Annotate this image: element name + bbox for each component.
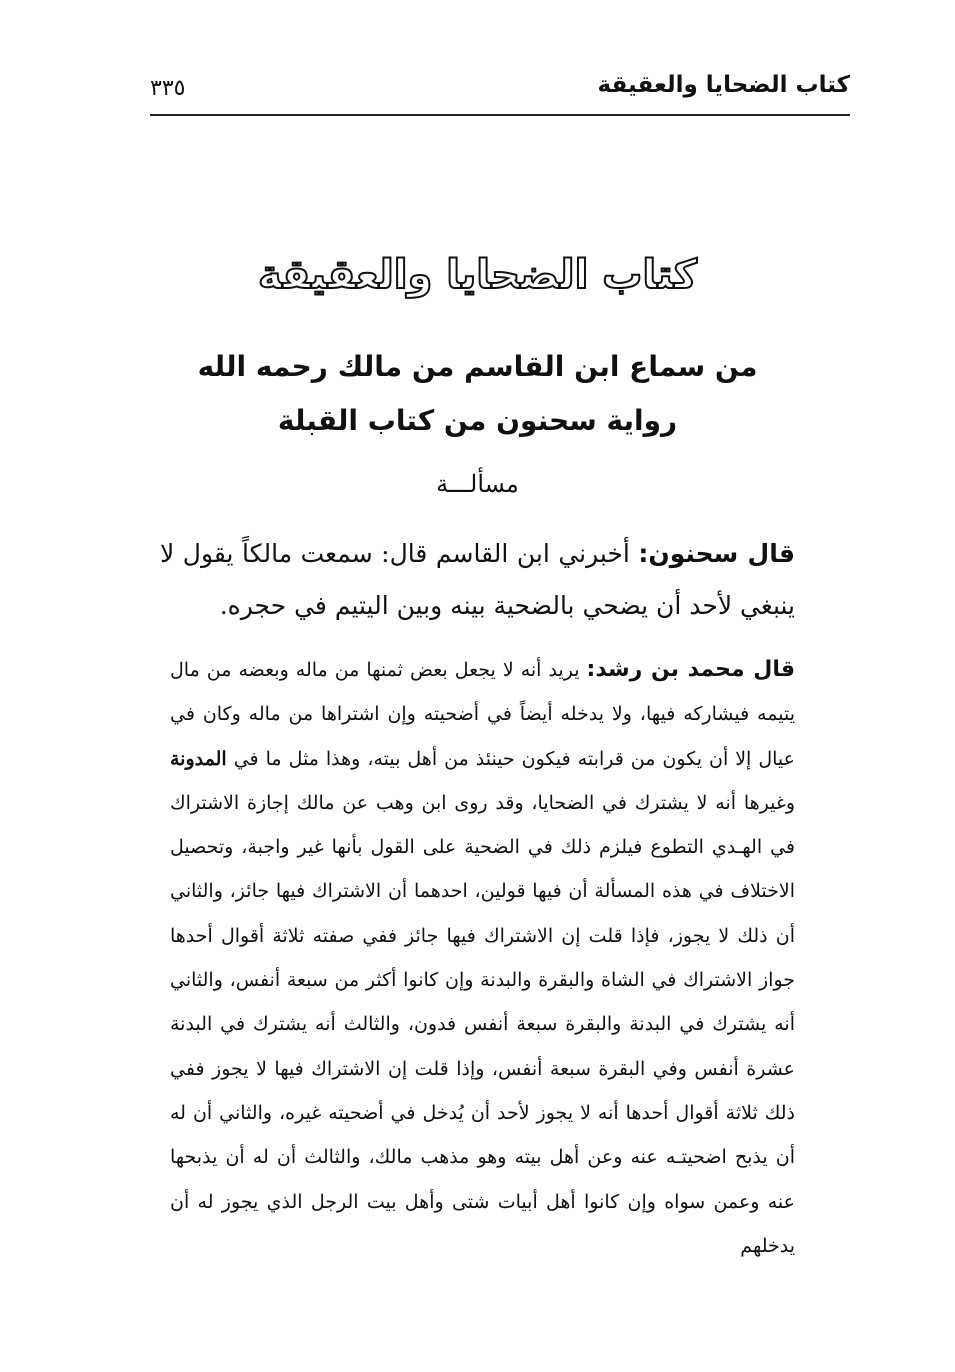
subtitle-line-2: رواية سحنون من كتاب القبلة <box>277 404 678 437</box>
running-header <box>150 70 850 116</box>
running-title: كتاب الضحايا والعقيقة <box>597 72 850 98</box>
cited-book-name: المدونة <box>170 747 227 770</box>
matn-text: أخبرني ابن القاسم قال: سمعت مالكاً يقول لا ينبغي لأحد أن يضحي بالضحية بينه وبين اليتيم في حجره. <box>160 539 795 620</box>
main-text-paragraph <box>160 528 795 632</box>
page-number: ٣٣٥ <box>150 76 186 101</box>
sharh-text-after: وغيرها أنه لا يشترك في الضحايا، وقد روى ابن وهب عن مالك إجازة الاشتراك في الهـدي التطوع فيلزم ذلك في الضحية على القول بأنها غير واجبة، وتحصيل الاختلاف في هذه المسألة أن فيها قولين، احدهما أن الاشتراك فيها جائز، والثاني أن ذلك لا يجوز، فإذا قلت إن الاشتراك فيها جائز ففي صفته ثلاثة أقوال أحدها جواز الاشتراك في الشاة والبقرة والبدنة وإن كانوا أكثر من سبعة أنفس، والثاني أنه يشترك في البدنة والبقرة سبعة أنفس فدون، والثالث أنه يشترك في البدنة عشرة أنفس وفي البقرة سبعة أنفس، وإذا قلت إن الاشتراك فيها لا يجوز ففي ذلك ثلاثة أقوال أحدها أنه لا يجوز لأحد أن يُدخل في أضحيته غيره، والثاني أن له أن يذبح اضحيتـه عنه وعن أهل بيته وهو مذهب مالك، والثالث أن له أن يذبحها عنه وعمن سواه وإن كانوا أهل أبيات شتى وأهل بيت الرجل الذي يجوز له أن يدخلهم <box>170 791 795 1257</box>
subtitle-line-1: من سماع ابن القاسم من مالك رحمه الله <box>197 350 758 383</box>
section-heading: مسألـــة <box>436 470 519 498</box>
sharh-speaker: قال محمد بن رشد: <box>586 657 796 682</box>
book-title: كتاب الضحايا والعقيقة <box>257 252 698 298</box>
commentary-paragraph <box>170 648 795 1268</box>
matn-speaker: قال سحنون: <box>638 539 795 568</box>
sharh-text-before: يريد أنه لا يجعل بعض ثمنها من ماله وبعضه من مال يتيمه فيشاركه فيها، ولا يدخله أيضاً في أضحيته وإن اشتراها من ماله وكان في عيال إلا أن يكون من قرابته فيكون حينئذ من أهل بيته، وهذا مثل ما في <box>170 659 795 770</box>
